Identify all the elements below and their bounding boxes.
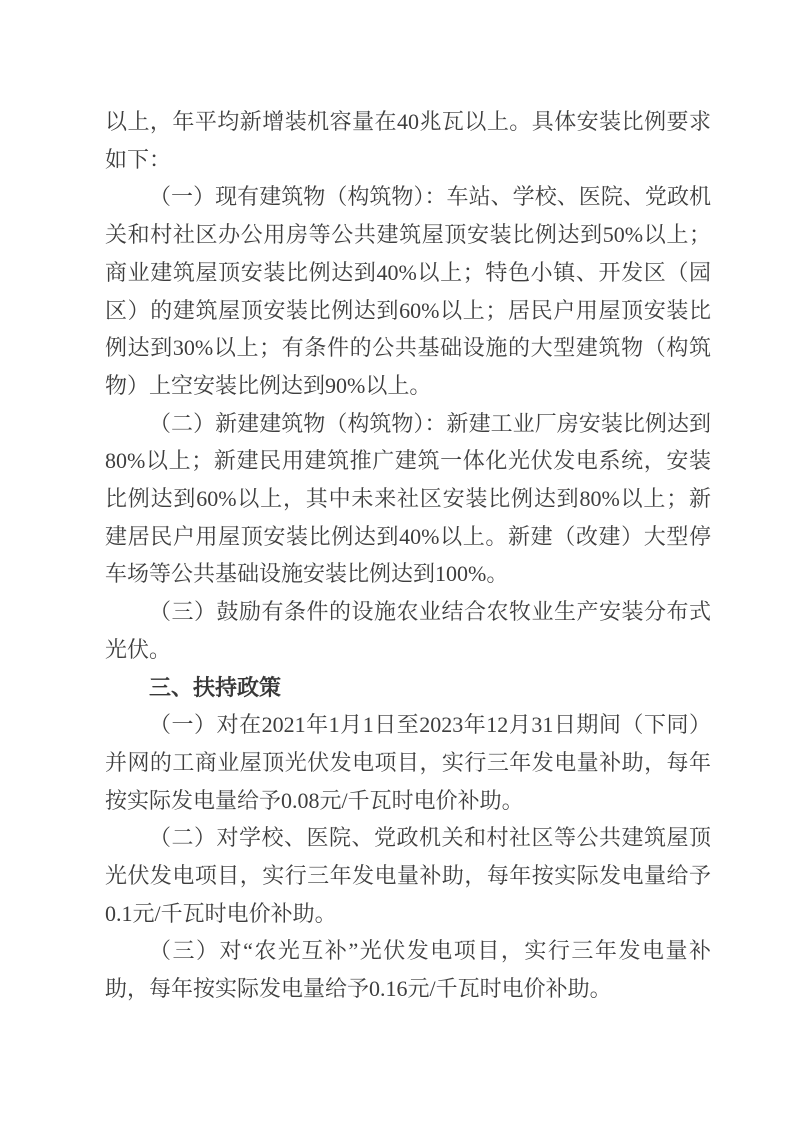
body-paragraph-item-1-existing-buildings: （一）现有建筑物（构筑物）：车站、学校、医院、党政机关和村社区办公用房等公共建筑屋顶安装比例达到50%以上；商业建筑屋顶安装比例达到40%以上；特色小镇、开发区（园区）的建筑屋顶安装比例达到60%以上；居民户用屋顶安装比例达到30%以上；有条件的公共基础设施的大型建筑物（构筑物）上空安装比例达到90%以上。 [105,184,711,398]
body-paragraph-item-3-agriculture: （三）鼓励有条件的设施农业结合农牧业生产安装分布式光伏。 [105,599,711,662]
section-heading-support-policy: 三、扶持政策 [149,674,282,700]
body-paragraph-policy-3-agrivoltaic-subsidy: （三）对“农光互补”光伏发电项目，实行三年发电量补助，每年按实际发电量给予0.16元/千瓦时电价补助。 [105,938,711,1002]
body-paragraph-item-2-new-buildings: （二）新建建筑物（构筑物）：新建工业厂房安装比例达到80%以上；新建民用建筑推广建筑一体化光伏发电系统，安装比例达到60%以上，其中未来社区安装比例达到80%以上；新建居民户用屋顶安装比例达到40%以上。新建（改建）大型停车场等公共基础设施安装比例达到100%。 [105,410,711,587]
body-paragraph-policy-2-public-subsidy: （二）对学校、医院、党政机关和村社区等公共建筑屋顶光伏发电项目，实行三年发电量补助，每年按实际发电量给予0.1元/千瓦时电价补助。 [105,825,711,926]
body-paragraph-continuation: 以上，年平均新增装机容量在40兆瓦以上。具体安装比例要求如下： [105,109,711,172]
document-text-block [105,103,711,1008]
body-paragraph-policy-1-commercial-subsidy: （一）对在2021年1月1日至2023年12月31日期间（下同）并网的工商业屋顶光伏发电项目，实行三年发电量补助，每年按实际发电量给予0.08元/千瓦时电价补助。 [105,712,711,813]
